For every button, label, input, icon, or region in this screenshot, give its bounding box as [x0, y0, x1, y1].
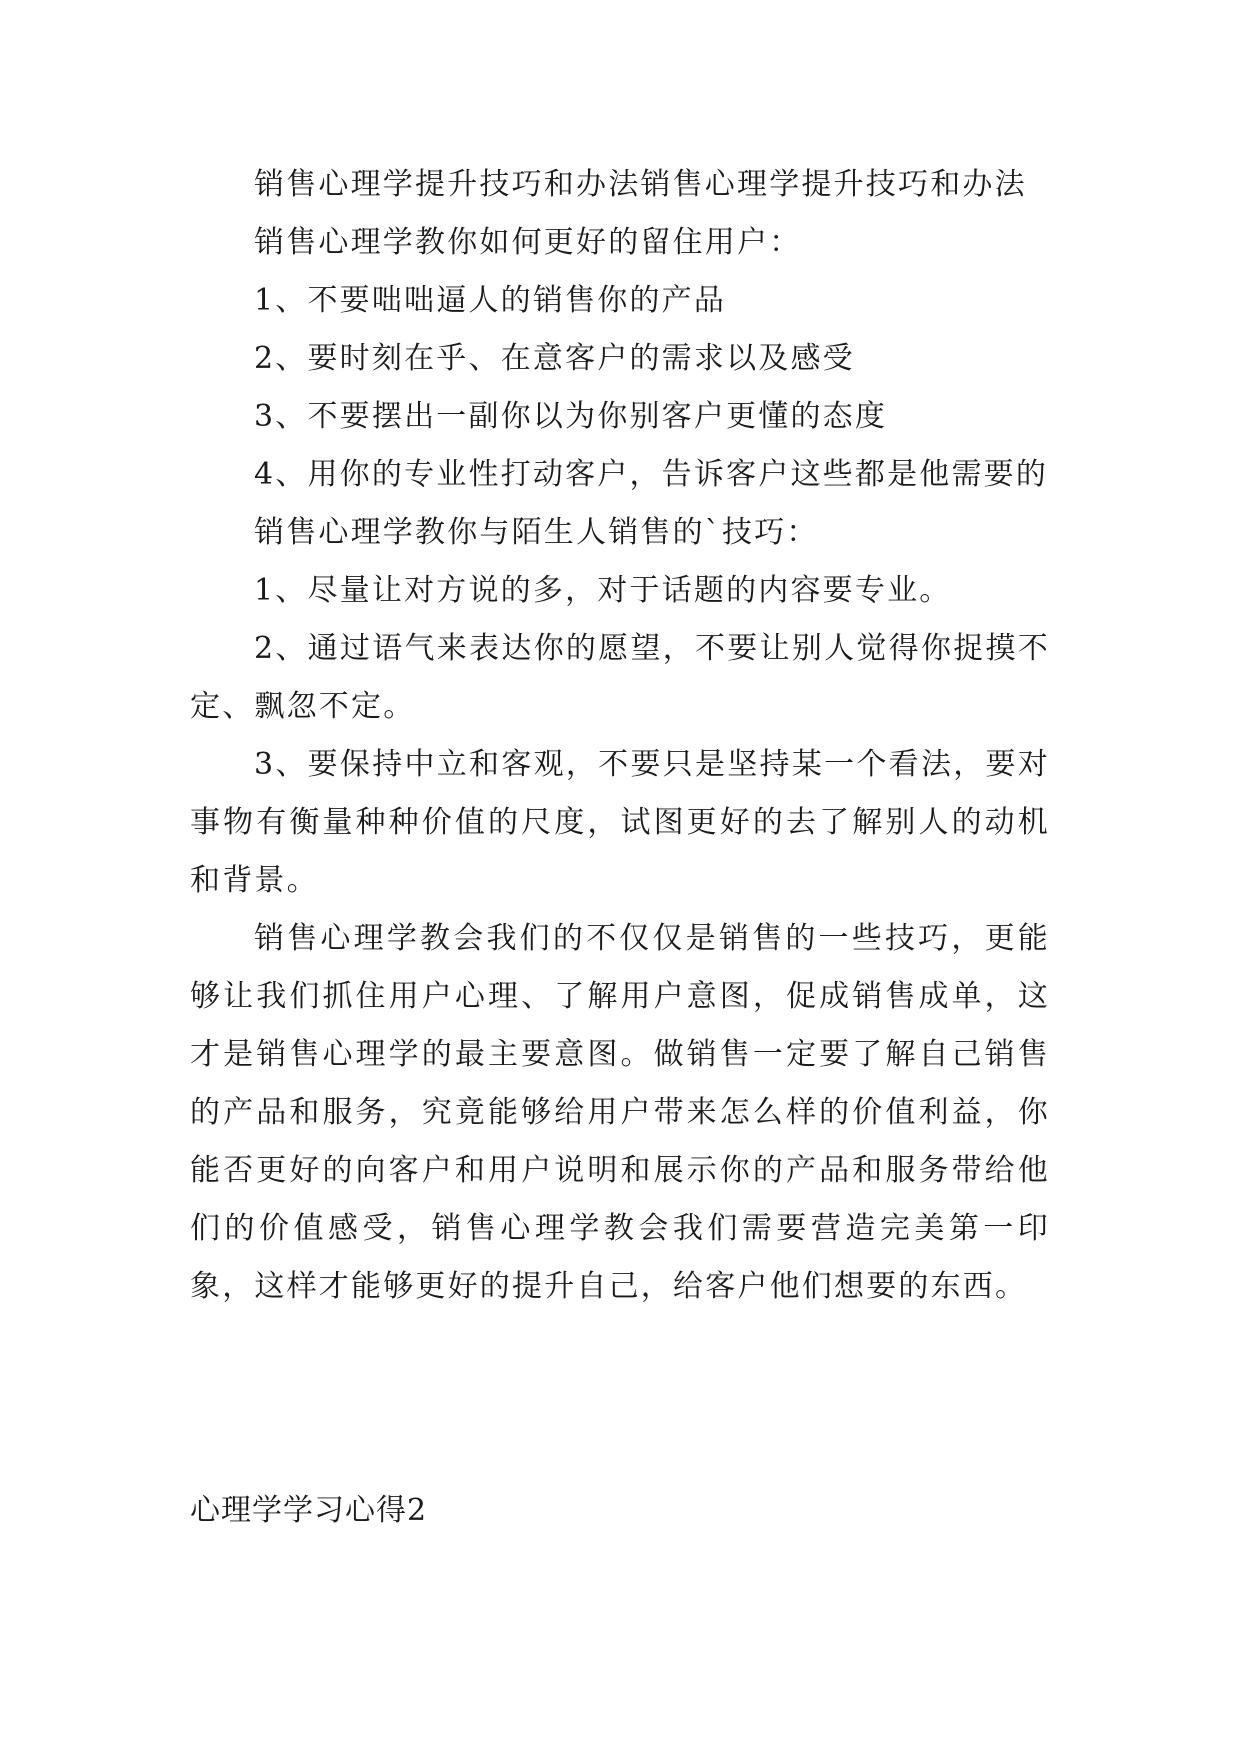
list-item: 1、不要咄咄逼人的销售你的产品 [254, 283, 727, 318]
list-item: 2、通过语气来表达你的愿望，不要让别人觉得你捉摸不定、飘忽不定。 [190, 631, 1050, 724]
list-item: 1、尽量让对方说的多，对于话题的内容要专业。 [254, 573, 952, 608]
paragraph-strangers-intro: 销售心理学教你与陌生人销售的`技巧： [254, 515, 819, 550]
section-heading: 心理学学习心得2 [190, 1493, 428, 1528]
list-item: 2、要时刻在乎、在意客户的需求以及感受 [254, 341, 855, 376]
document-body [190, 156, 1050, 1316]
paragraph-retain-users-intro: 销售心理学教你如何更好的留住用户： [254, 225, 802, 260]
list-item: 4、用你的专业性打动客户，告诉客户这些都是他需要的 [254, 457, 1049, 492]
list-item: 3、不要摆出一副你以为你别客户更懂的态度 [254, 399, 888, 434]
list-item: 3、要保持中立和客观，不要只是坚持某一个看法，要对事物有衡量种种价值的尺度，试图更好的去了解别人的动机和背景。 [190, 747, 1050, 898]
paragraph-summary: 销售心理学教会我们的不仅仅是销售的一些技巧，更能够让我们抓住用户心理、了解用户意图，促成销售成单，这才是销售心理学的最主要意图。做销售一定要了解自己销售的产品和服务，究竟能够给用户带来怎么样的价值利益，你能否更好的向客户和用户说明和展示你的产品和服务带给他们的价值感受，销售心理学教会我们需要营造完美第一印象，这样才能够更好的提升自己，给客户他们想要的东西。 [190, 921, 1050, 1304]
paragraph-title: 销售心理学提升技巧和办法销售心理学提升技巧和办法 [254, 167, 1027, 202]
